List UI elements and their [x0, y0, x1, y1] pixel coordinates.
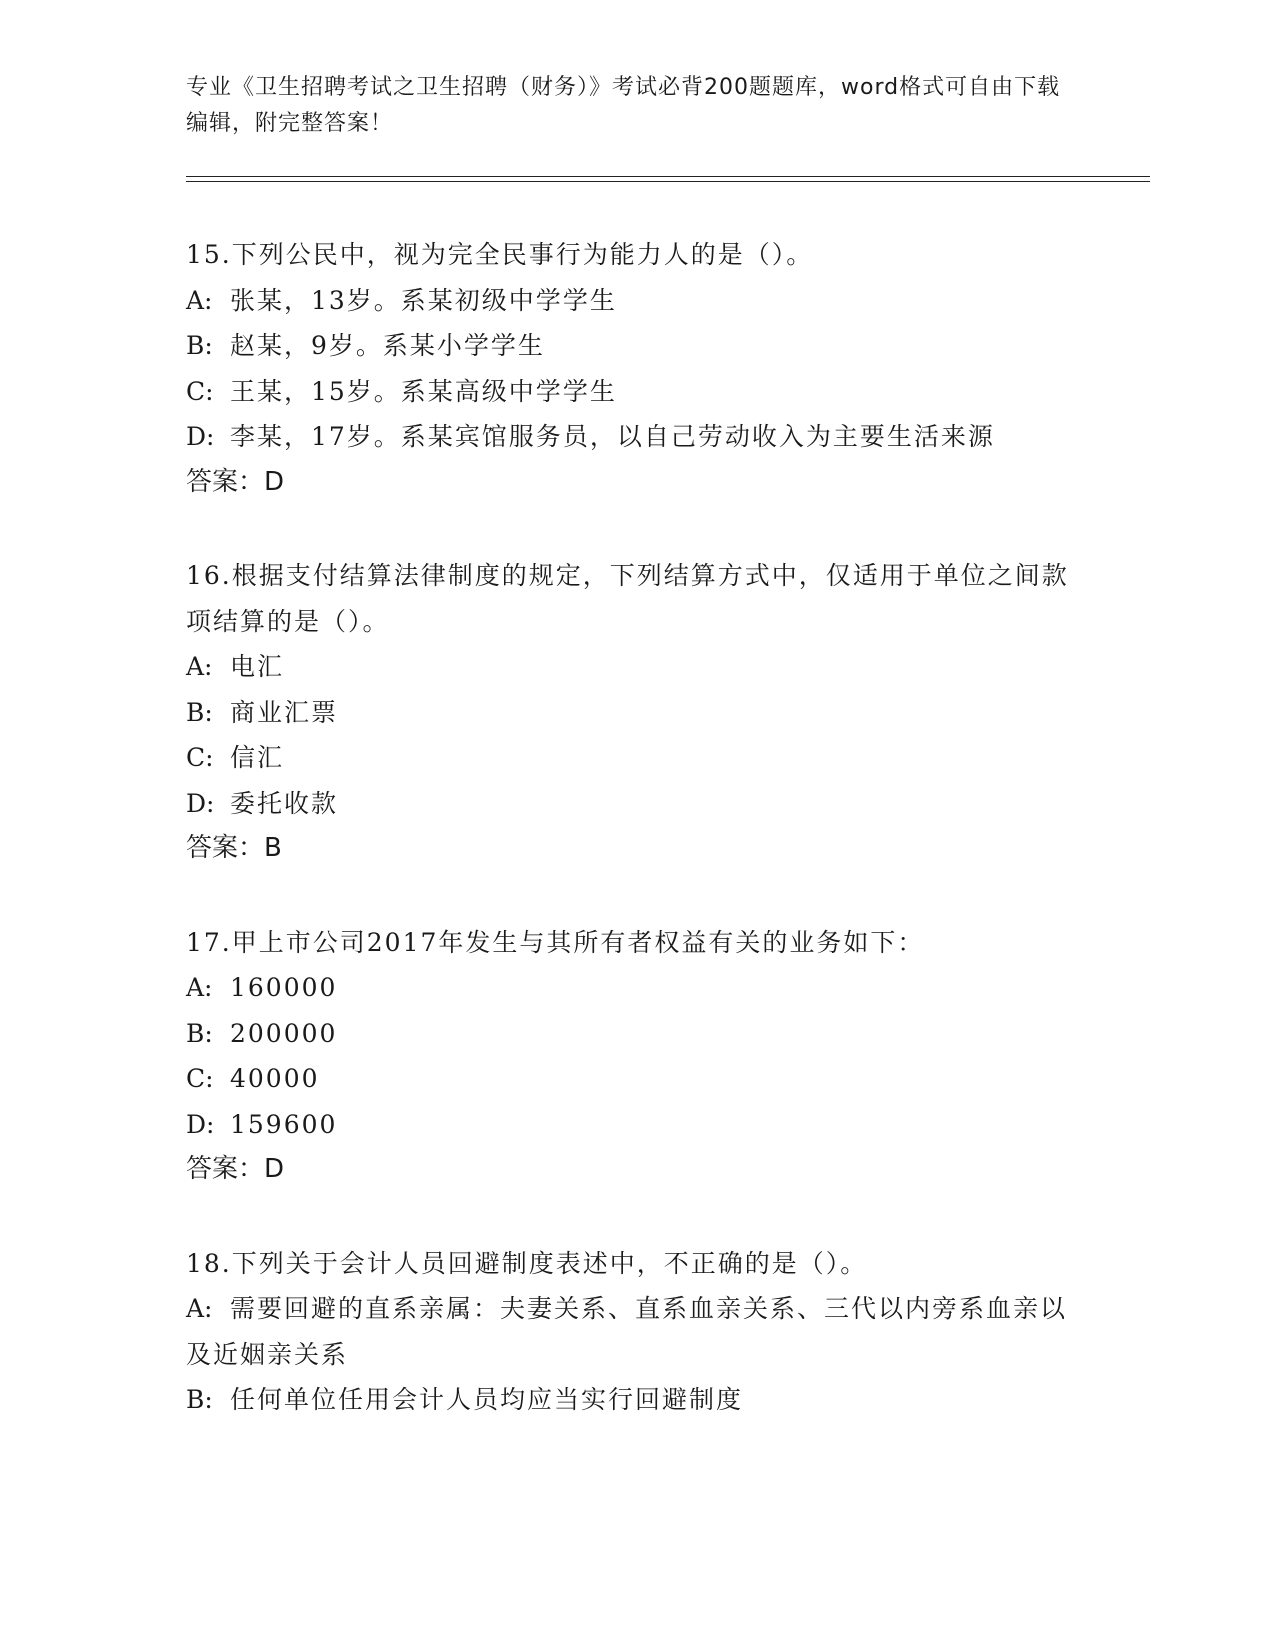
question-18 [186, 1241, 1086, 1423]
option-letter: A: [186, 973, 213, 1002]
option-letter: D: [186, 788, 215, 818]
question-stem: 17.甲上市公司2017年发生与其所有者权益有关的业务如下： [186, 927, 925, 957]
question-stem: 16.根据支付结算法律制度的规定，下列结算方式中，仅适用于单位之间款项结算的是（）。 [186, 561, 1069, 636]
option-d [186, 414, 1086, 460]
question-16 [186, 553, 1086, 872]
option-text: 电汇 [230, 652, 285, 681]
option-d [186, 1102, 1086, 1148]
option-text: 40000 [230, 1064, 320, 1093]
option-text: 需要回避的直系亲属：夫妻关系、直系血亲关系、三代以内旁系血亲以及近姻亲关系 [186, 1294, 1068, 1369]
option-text: 159600 [230, 1109, 338, 1139]
option-b [186, 323, 1086, 369]
option-a [186, 644, 1086, 690]
document-header: 专业《卫生招聘考试之卫生招聘（财务）》考试必背200题题库，word格式可自由下载编辑，附完整答案！ [186, 75, 1061, 136]
option-letter: C: [186, 743, 214, 772]
option-letter: A: [186, 652, 213, 681]
option-text: 王某，15岁。系某高级中学学生 [230, 376, 617, 406]
option-c [186, 735, 1086, 781]
answer: 答案：D [186, 1154, 285, 1184]
option-c [186, 369, 1086, 415]
option-text: 李某，17岁。系某宾馆服务员，以自己劳动收入为主要生活来源 [230, 422, 995, 451]
option-letter: C: [186, 1064, 214, 1093]
question-15 [186, 232, 1086, 505]
option-a [186, 278, 1086, 324]
option-text: 信汇 [230, 743, 285, 772]
option-a [186, 965, 1086, 1011]
option-b [186, 1377, 1086, 1423]
question-stem: 18.下列关于会计人员回避制度表述中，不正确的是（）。 [186, 1248, 868, 1278]
option-letter: A: [186, 285, 213, 315]
option-text: 商业汇票 [230, 697, 339, 727]
option-letter: D: [186, 422, 215, 451]
question-list [186, 232, 1086, 1471]
option-b [186, 1011, 1086, 1057]
option-letter: B: [186, 697, 213, 727]
option-d [186, 781, 1086, 827]
option-text: 200000 [230, 1018, 338, 1048]
option-text: 任何单位任用会计人员均应当实行回避制度 [230, 1385, 744, 1414]
answer: 答案：D [186, 466, 285, 497]
option-b [186, 690, 1086, 736]
question-17 [186, 920, 1086, 1193]
answer: 答案：B [186, 833, 282, 863]
question-stem: 15.下列公民中，视为完全民事行为能力人的是（）。 [186, 240, 814, 269]
option-letter: B: [186, 331, 213, 360]
option-text: 赵某，9岁。系某小学学生 [230, 331, 545, 360]
option-text: 张某，13岁。系某初级中学学生 [230, 285, 617, 315]
option-letter: D: [186, 1109, 215, 1139]
option-c [186, 1056, 1086, 1102]
header-rule-top [186, 176, 1150, 177]
option-letter: C: [186, 376, 214, 406]
option-text: 160000 [230, 973, 338, 1002]
option-letter: B: [186, 1385, 213, 1414]
header-rule-bottom [186, 181, 1150, 182]
option-text: 委托收款 [230, 788, 339, 818]
option-letter: A: [186, 1294, 213, 1323]
option-letter: B: [186, 1018, 213, 1048]
option-a [186, 1286, 1086, 1377]
